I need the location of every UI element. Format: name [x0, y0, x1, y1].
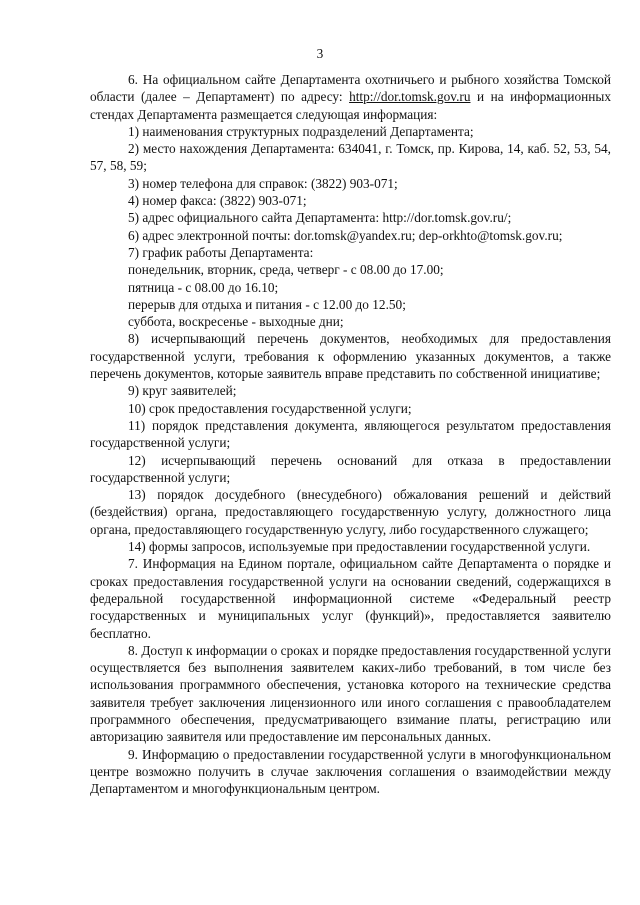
document-body	[90, 71, 611, 797]
paragraph-7: 7. Информация на Едином портале, официальном сайте Департамента о порядке и сроках предоставления государственной услуги на основании сведений, содержащихся в федеральной государственной информационной системе «Федеральный реестр государственных и муниципальных услуг (функций)», предоставляется заявителю бесплатно.	[90, 556, 611, 641]
list-item-9: 9) круг заявителей;	[128, 383, 237, 399]
list-item-14: 14) формы запросов, используемые при предоставлении государственной услуги.	[128, 539, 591, 555]
list-item-3: 3) номер телефона для справок: (3822) 903-071;	[128, 175, 398, 191]
list-item-11: 11) порядок представления документа, являющегося результатом предоставления государственной услуги;	[90, 417, 611, 451]
list-item-4: 4) номер факса: (3822) 903-071;	[128, 193, 307, 209]
schedule-break: перерыв для отдыха и питания - с 12.00 до 12.50;	[128, 296, 406, 312]
schedule-friday: пятница - с 08.00 до 16.10;	[128, 279, 279, 295]
list-item-8: 8) исчерпывающий перечень документов, необходимых для предоставления государственной услуги, требования к оформлению указанных документов, а также перечень документов, которые заявитель вправе представить по собственной инициативе;	[90, 331, 611, 382]
paragraph-6-text-end: и на информационных стендах Департамента размещается следующая информация:	[90, 89, 611, 122]
paragraph-6	[90, 71, 611, 123]
paragraph-6-text-start: 6. На официальном сайте Департамента охотничьего и рыбного хозяйства Томской области (далее – Департамент) по адресу:	[90, 72, 611, 105]
list-item-10: 10) срок предоставления государственной услуги;	[128, 400, 412, 416]
list-item-12: 12) исчерпывающий перечень оснований для отказа в предоставлении государственной услуги;	[90, 452, 611, 485]
department-website-link[interactable]: http://dor.tomsk.gov.ru	[349, 89, 471, 105]
list-item-13: 13) порядок досудебного (внесудебного) обжалования решений и действий (бездействия) органа, предоставляющего государственную услугу, должностного лица органа, предоставляющего государственную услугу, либо государственного служащего;	[90, 487, 611, 537]
list-item-7: 7) график работы Департамента:	[128, 244, 314, 260]
list-item-6: 6) адрес электронной почты: dor.tomsk@yandex.ru; dep-orkhto@tomsk.gov.ru;	[128, 227, 563, 243]
list-item-2: 2) место нахождения Департамента: 634041, г. Томск, пр. Кирова, 14, каб. 52, 53, 54, 57, 58, 59;	[90, 141, 611, 174]
paragraph-9: 9. Информацию о предоставлении государственной услуги в многофункциональном центре возможно получить в случае заключения соглашения о взаимодействии между Департаментом и многофункциональным центром.	[90, 746, 611, 797]
paragraph-8: 8. Доступ к информации о сроках и порядке предоставления государственной услуги осуществляется без выполнения заявителем каких-либо требований, в том числе без использования программного обеспечения, установка которого на технические средства заявителя требует заключения лицензионного или иного соглашения с правообладателем программного обеспечения, предусматривающего взимание платы, регистрацию или авторизацию заявителя или предоставление им персональных данных.	[90, 642, 611, 745]
schedule-weekend: суббота, воскресенье - выходные дни;	[128, 314, 344, 330]
list-item-5: 5) адрес официального сайта Департамента: http://dor.tomsk.gov.ru/;	[128, 210, 512, 226]
schedule-weekdays: понедельник, вторник, среда, четверг - с 08.00 до 17.00;	[128, 262, 444, 278]
list-item-1: 1) наименования структурных подразделений Департамента;	[128, 123, 474, 139]
page-number: 3	[316, 46, 324, 61]
